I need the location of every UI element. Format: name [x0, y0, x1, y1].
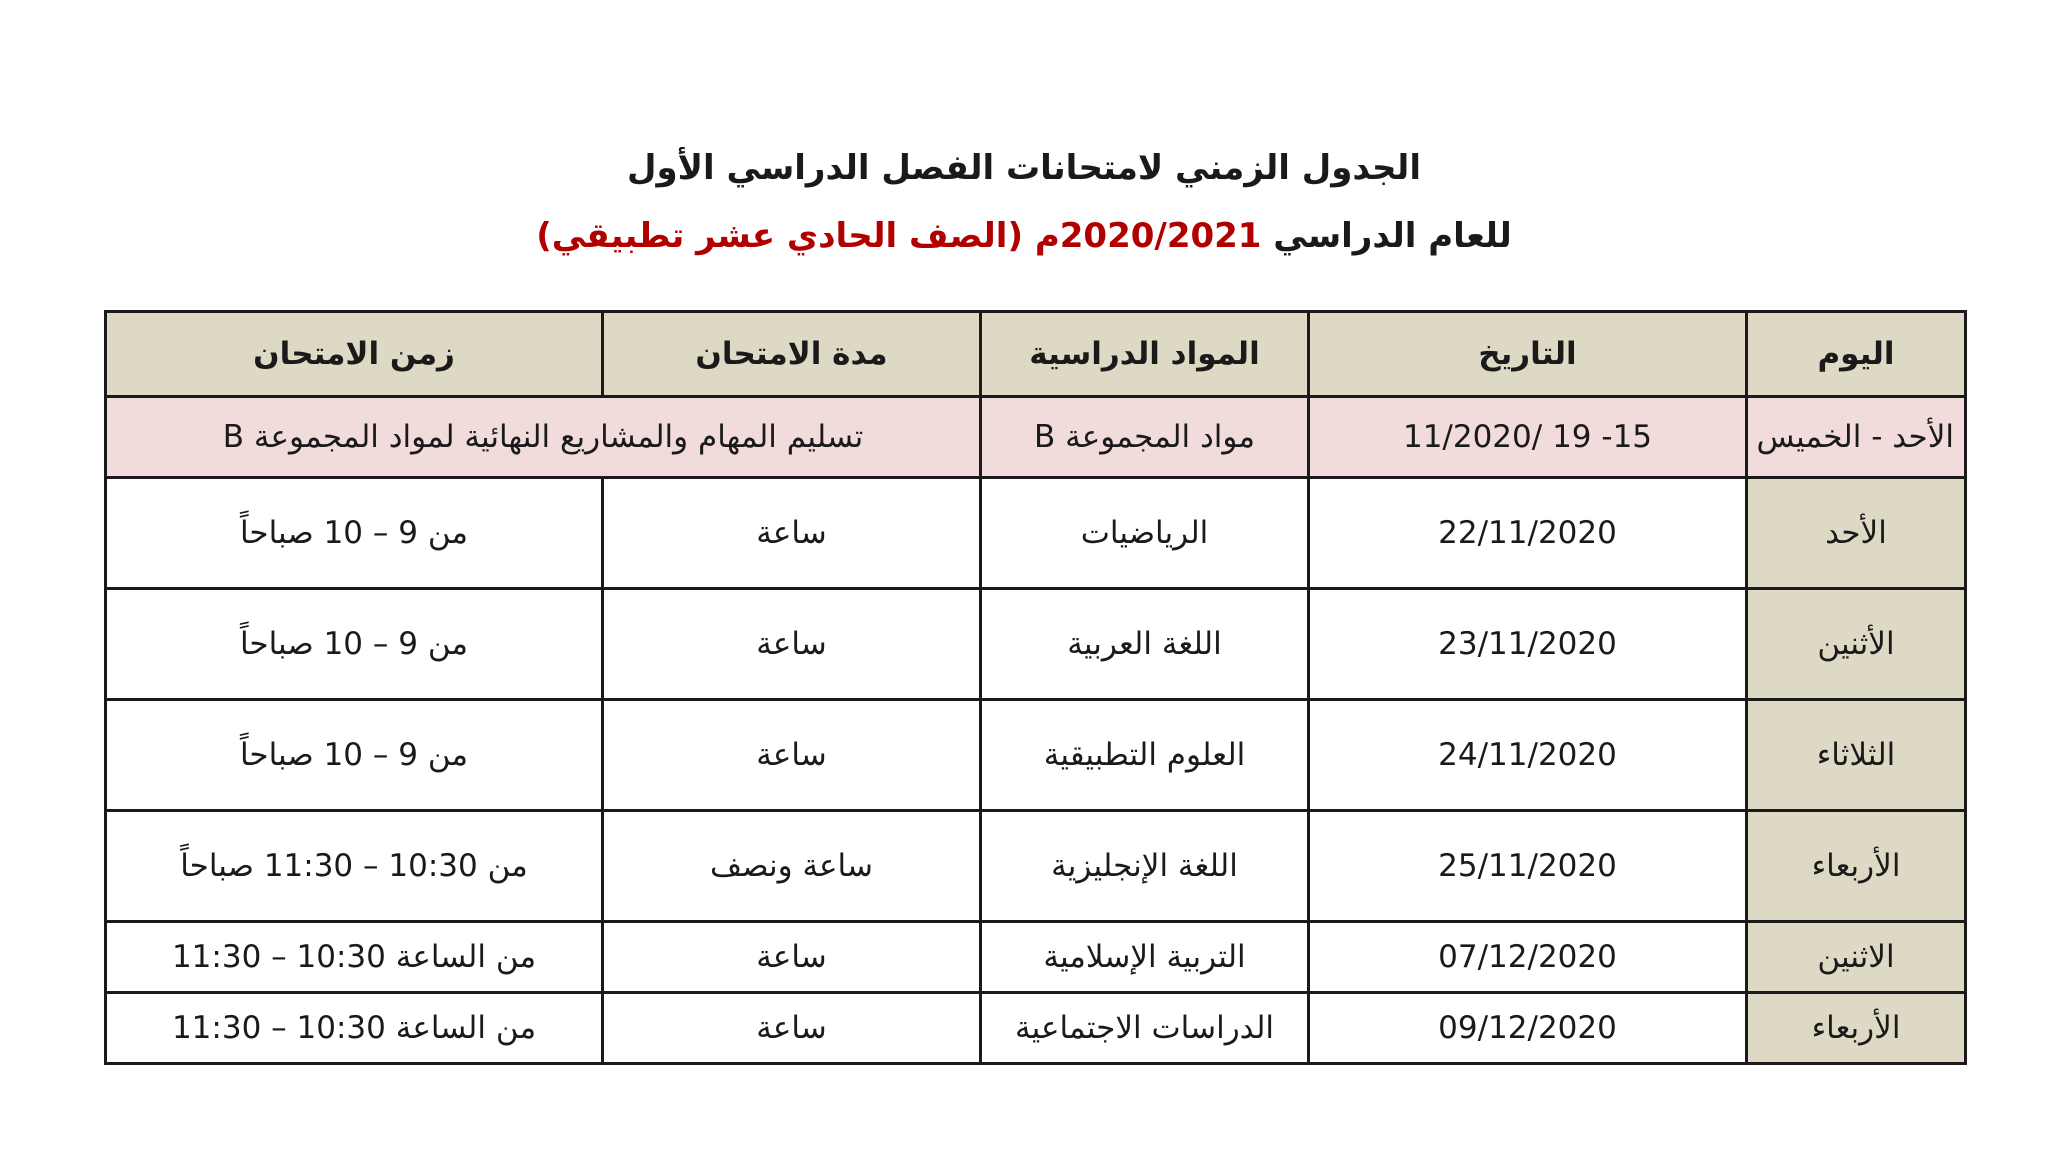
- row-subject: اللغة الإنجليزية: [981, 811, 1309, 922]
- table-row: [106, 478, 1966, 589]
- table-row: [106, 589, 1966, 700]
- row-duration: ساعة: [603, 993, 981, 1064]
- row-date: 22/11/2020: [1309, 478, 1747, 589]
- row-subject: الدراسات الاجتماعية: [981, 993, 1309, 1064]
- row-duration: ساعة: [603, 478, 981, 589]
- row-subject: التربية الإسلامية: [981, 922, 1309, 993]
- row-duration: ساعة: [603, 922, 981, 993]
- row-time: من 9 – 10 صباحاً: [106, 589, 603, 700]
- submission-date: 15- 19 /11/2020: [1309, 397, 1747, 478]
- submission-day: الأحد - الخميس: [1747, 397, 1966, 478]
- row-date: 09/12/2020: [1309, 993, 1747, 1064]
- row-subject: اللغة العربية: [981, 589, 1309, 700]
- row-day: الثلاثاء: [1747, 700, 1966, 811]
- row-date: 23/11/2020: [1309, 589, 1747, 700]
- row-subject: العلوم التطبيقية: [981, 700, 1309, 811]
- row-date: 25/11/2020: [1309, 811, 1747, 922]
- submission-note: تسليم المهام والمشاريع النهائية لمواد المجموعة B: [106, 397, 981, 478]
- column-header-duration: مدة الامتحان: [603, 312, 981, 397]
- row-duration: ساعة: [603, 589, 981, 700]
- row-day: الأربعاء: [1747, 811, 1966, 922]
- row-day: الأربعاء: [1747, 993, 1966, 1064]
- table-row: [106, 700, 1966, 811]
- row-time: من 10:30 – 11:30 صباحاً: [106, 811, 603, 922]
- table-row: [106, 811, 1966, 922]
- column-header-date: التاريخ: [1309, 312, 1747, 397]
- subtitle-prefix: للعام الدراسي: [1273, 216, 1512, 256]
- row-day: الاثنين: [1747, 922, 1966, 993]
- column-header-subject: المواد الدراسية: [981, 312, 1309, 397]
- column-header-time: زمن الامتحان: [106, 312, 603, 397]
- row-time: من 9 – 10 صباحاً: [106, 700, 603, 811]
- row-duration: ساعة: [603, 700, 981, 811]
- submission-row: [106, 397, 1966, 478]
- table-row: [106, 993, 1966, 1064]
- subtitle-year: 2020/2021م: [1034, 216, 1262, 256]
- header-row: [106, 312, 1966, 397]
- exam-schedule-table: [104, 310, 1967, 1065]
- schedule-title: الجدول الزمني لامتحانات الفصل الدراسي الأول: [627, 148, 1421, 188]
- row-time: من 9 – 10 صباحاً: [106, 478, 603, 589]
- table-row: [106, 922, 1966, 993]
- row-day: الأثنين: [1747, 589, 1966, 700]
- row-time: من الساعة 10:30 – 11:30: [106, 993, 603, 1064]
- row-subject: الرياضيات: [981, 478, 1309, 589]
- row-date: 24/11/2020: [1309, 700, 1747, 811]
- column-header-day: اليوم: [1747, 312, 1966, 397]
- subtitle-grade: (الصف الحادي عشر تطبيقي): [536, 216, 1023, 256]
- schedule-subtitle: [0, 216, 2048, 256]
- row-date: 07/12/2020: [1309, 922, 1747, 993]
- submission-subject: مواد المجموعة B: [981, 397, 1309, 478]
- row-duration: ساعة ونصف: [603, 811, 981, 922]
- row-time: من الساعة 10:30 – 11:30: [106, 922, 603, 993]
- row-day: الأحد: [1747, 478, 1966, 589]
